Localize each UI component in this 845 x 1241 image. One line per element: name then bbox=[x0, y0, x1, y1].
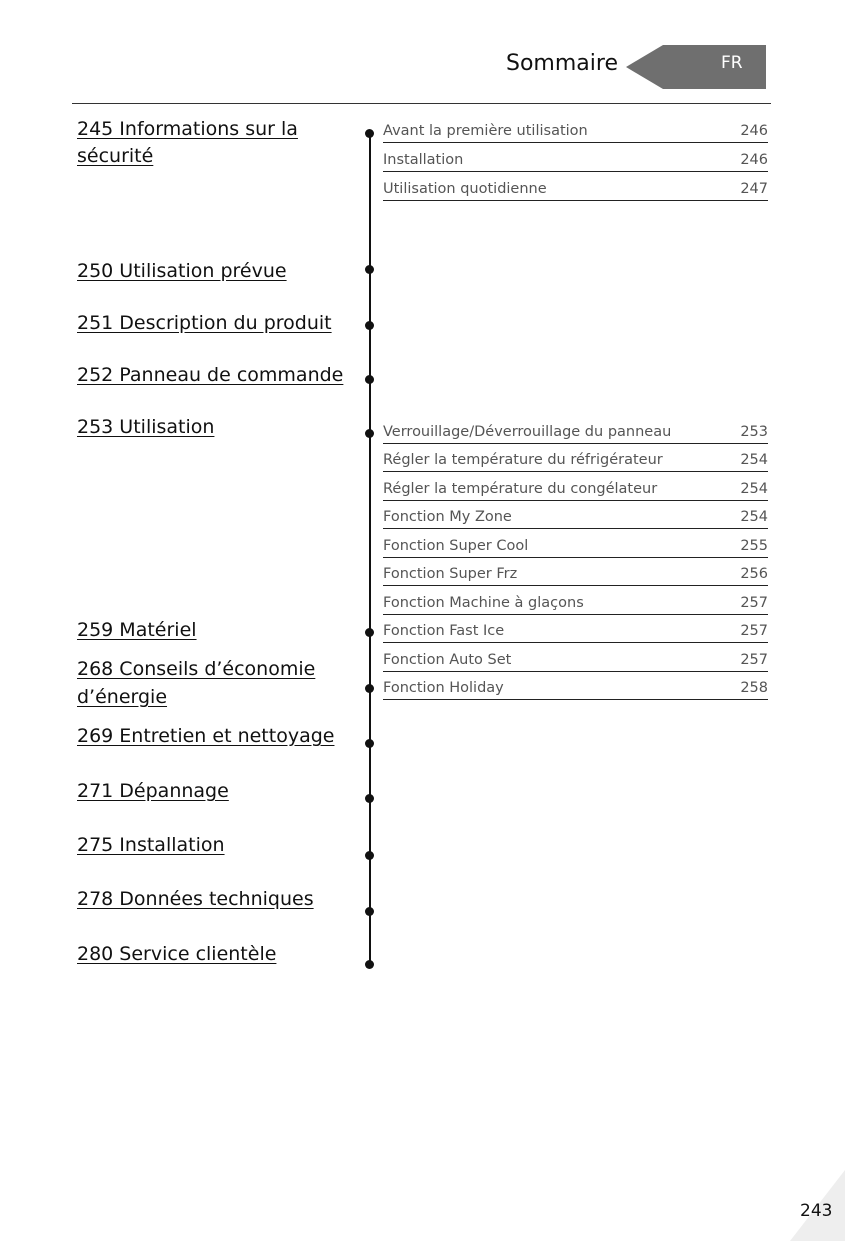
subsection-page: 254 bbox=[740, 481, 768, 497]
timeline-dot bbox=[365, 321, 374, 330]
toc-subsection-link[interactable] bbox=[383, 563, 768, 586]
language-label: FR bbox=[721, 53, 743, 73]
toc-section-245-line2[interactable]: sécurité bbox=[77, 145, 154, 167]
toc-subsection-link[interactable] bbox=[383, 178, 768, 201]
subsection-label: Installation bbox=[383, 152, 464, 168]
toc-section-253[interactable]: 253 Utilisation bbox=[77, 416, 215, 438]
subsection-page: 256 bbox=[740, 566, 768, 582]
header-divider bbox=[72, 103, 771, 104]
subsection-page: 253 bbox=[740, 424, 768, 440]
toc-subsection-link[interactable] bbox=[383, 592, 768, 615]
timeline-dot bbox=[365, 129, 374, 138]
subsection-label: Fonction Fast Ice bbox=[383, 623, 505, 639]
timeline-dot bbox=[365, 265, 374, 274]
subsection-label: Fonction Auto Set bbox=[383, 652, 512, 668]
subsection-page: 254 bbox=[740, 452, 768, 468]
toc-section-271[interactable]: 271 Dépannage bbox=[77, 780, 229, 802]
subsection-label: Fonction Holiday bbox=[383, 680, 504, 696]
toc-section-250[interactable]: 250 Utilisation prévue bbox=[77, 260, 287, 282]
subsection-page: 246 bbox=[740, 123, 768, 139]
page-number: 243 bbox=[800, 1201, 833, 1221]
toc-section-245[interactable]: 245 Informations sur la bbox=[77, 118, 298, 140]
timeline-dot bbox=[365, 739, 374, 748]
subsection-label: Fonction My Zone bbox=[383, 509, 512, 525]
toc-section-252[interactable]: 252 Panneau de commande bbox=[77, 364, 344, 386]
toc-subsection-link[interactable] bbox=[383, 620, 768, 643]
toc-subsection-link[interactable] bbox=[383, 649, 768, 672]
timeline-dot bbox=[365, 851, 374, 860]
timeline-dot bbox=[365, 375, 374, 384]
timeline-dot bbox=[365, 960, 374, 969]
subsection-label: Régler la température du congélateur bbox=[383, 481, 658, 497]
toc-subsection-link[interactable] bbox=[383, 120, 768, 143]
subsection-label: Utilisation quotidienne bbox=[383, 181, 547, 197]
subsection-label: Fonction Super Cool bbox=[383, 538, 529, 554]
timeline-dot bbox=[365, 794, 374, 803]
toc-section-268[interactable]: 268 Conseils d’économie bbox=[77, 658, 316, 680]
toc-section-268-line2[interactable]: d’énergie bbox=[77, 686, 168, 708]
subsection-page: 257 bbox=[740, 595, 768, 611]
timeline-dot bbox=[365, 429, 374, 438]
subsection-label: Fonction Super Frz bbox=[383, 566, 518, 582]
toc-section-251[interactable]: 251 Description du produit bbox=[77, 312, 332, 334]
toc-section-278[interactable]: 278 Données techniques bbox=[77, 888, 314, 910]
timeline-dot bbox=[365, 684, 374, 693]
timeline-dot bbox=[365, 628, 374, 637]
subsection-label: Avant la première utilisation bbox=[383, 123, 588, 139]
timeline-line bbox=[369, 130, 371, 965]
subsection-page: 257 bbox=[740, 652, 768, 668]
subsection-page: 255 bbox=[740, 538, 768, 554]
subsection-page: 247 bbox=[740, 181, 768, 197]
toc-subsection-link[interactable] bbox=[383, 149, 768, 172]
subsection-page: 254 bbox=[740, 509, 768, 525]
subsection-page: 246 bbox=[740, 152, 768, 168]
subsection-label: Régler la température du réfrigérateur bbox=[383, 452, 663, 468]
toc-subsection-link[interactable] bbox=[383, 421, 768, 444]
subsection-label: Fonction Machine à glaçons bbox=[383, 595, 584, 611]
toc-subsection-link[interactable] bbox=[383, 506, 768, 529]
toc-subsection-link[interactable] bbox=[383, 535, 768, 558]
page-title: Sommaire bbox=[506, 51, 618, 76]
subsection-page: 257 bbox=[740, 623, 768, 639]
toc-subsection-link[interactable] bbox=[383, 478, 768, 501]
toc-subsection-link[interactable] bbox=[383, 449, 768, 472]
toc-section-269[interactable]: 269 Entretien et nettoyage bbox=[77, 725, 335, 747]
subsection-page: 258 bbox=[740, 680, 768, 696]
subsection-label: Verrouillage/Déverrouillage du panneau bbox=[383, 424, 672, 440]
timeline-dot bbox=[365, 907, 374, 916]
language-tab bbox=[626, 45, 766, 89]
toc-section-275[interactable]: 275 Installation bbox=[77, 834, 225, 856]
toc-subsection-link[interactable] bbox=[383, 677, 768, 700]
toc-section-280[interactable]: 280 Service clientèle bbox=[77, 943, 277, 965]
toc-section-259[interactable]: 259 Matériel bbox=[77, 619, 197, 641]
